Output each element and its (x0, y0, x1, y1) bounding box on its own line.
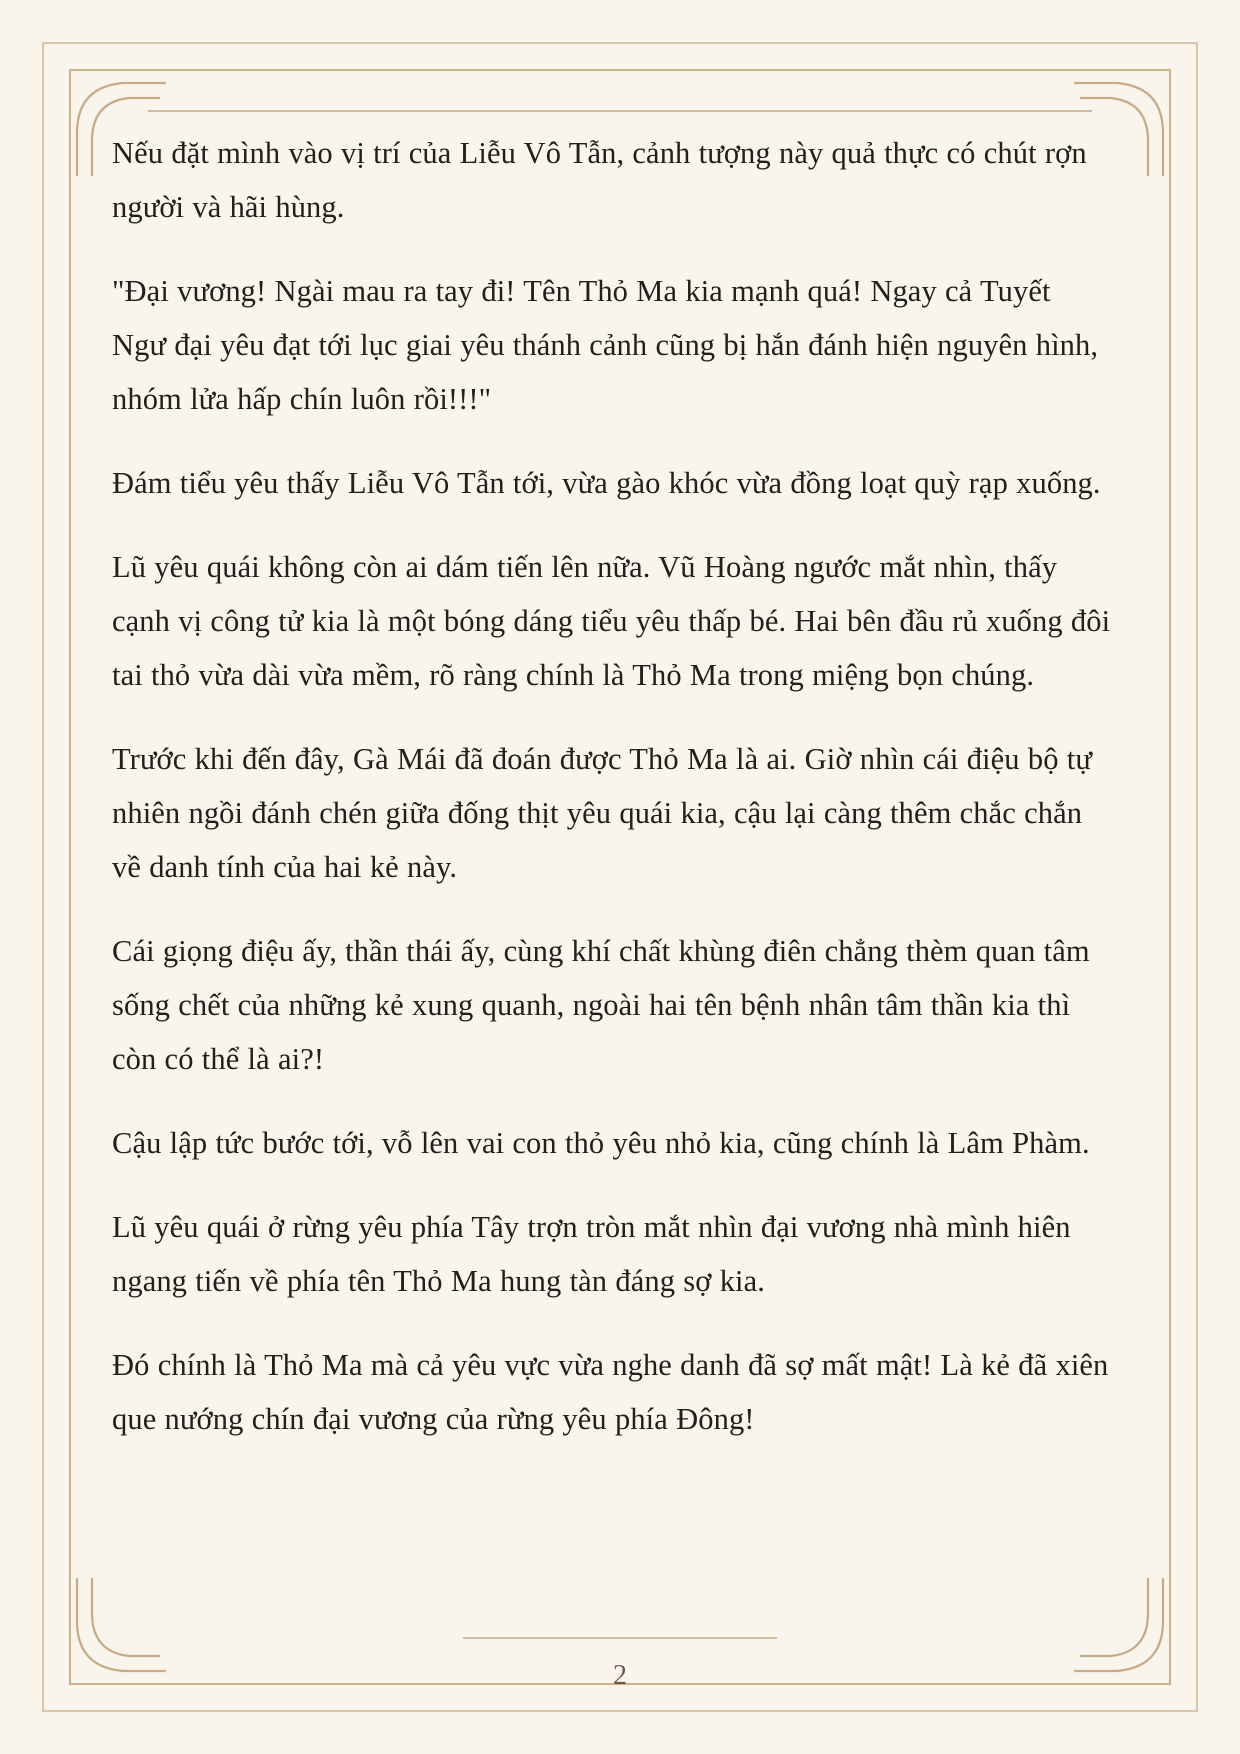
page-number: 2 (613, 1660, 627, 1691)
paragraph: Nếu đặt mình vào vị trí của Liễu Vô Tẫn, cảnh tượng này quả thực có chút rợn người và hãi hùng. (112, 136, 1087, 224)
footer-divider-rule (463, 1637, 777, 1639)
paragraph: Đám tiểu yêu thấy Liễu Vô Tẫn tới, vừa gào khóc vừa đồng loạt quỳ rạp xuống. (112, 466, 1101, 500)
paragraph: "Đại vương! Ngài mau ra tay đi! Tên Thỏ Ma kia mạnh quá! Ngay cả Tuyết Ngư đại yêu đạt tới lục giai yêu thánh cảnh cũng bị hắn đánh hiện nguyên hình, nhóm lửa hấp chín luôn rồi!!!" (112, 274, 1099, 416)
paragraph: Đó chính là Thỏ Ma mà cả yêu vực vừa nghe danh đã sợ mất mật! Là kẻ đã xiên que nướng chín đại vương của rừng yêu phía Đông! (112, 1348, 1109, 1436)
page-text-body (112, 126, 1112, 1604)
paragraph: Trước khi đến đây, Gà Mái đã đoán được Thỏ Ma là ai. Giờ nhìn cái điệu bộ tự nhiên ngồi đánh chén giữa đống thịt yêu quái kia, cậu lại càng thêm chắc chắn về danh tính của hai kẻ này. (112, 742, 1092, 884)
paragraph: Lũ yêu quái ở rừng yêu phía Tây trợn tròn mắt nhìn đại vương nhà mình hiên ngang tiến về phía tên Thỏ Ma hung tàn đáng sợ kia. (112, 1210, 1071, 1298)
paragraph: Cậu lập tức bước tới, vỗ lên vai con thỏ yêu nhỏ kia, cũng chính là Lâm Phàm. (112, 1126, 1090, 1160)
page-footer (0, 1660, 1240, 1692)
paragraph: Lũ yêu quái không còn ai dám tiến lên nữa. Vũ Hoàng ngước mắt nhìn, thấy cạnh vị công tử kia là một bóng dáng tiểu yêu thấp bé. Hai bên đầu rủ xuống đôi tai thỏ vừa dài vừa mềm, rõ ràng chính là Thỏ Ma trong miệng bọn chúng. (112, 550, 1111, 692)
header-divider-rule (148, 110, 1092, 112)
paragraph: Cái giọng điệu ấy, thần thái ấy, cùng khí chất khùng điên chẳng thèm quan tâm sống chết của những kẻ xung quanh, ngoài hai tên bệnh nhân tâm thần kia thì còn có thể là ai?! (112, 934, 1090, 1076)
